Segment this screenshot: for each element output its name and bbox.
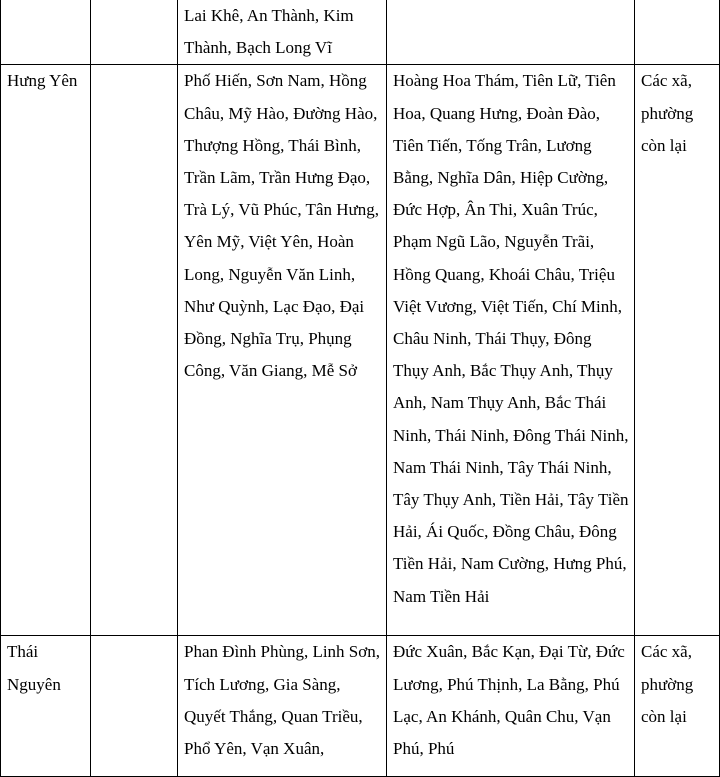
list-cell: Đức Xuân, Bắc Kạn, Đại Từ, Đức Lương, Phú Thịnh, La Bằng, Phú Lạc, An Khánh, Quân Chu, Vạn Phú, Phú — [387, 636, 635, 777]
province-cell: Thái Nguyên — [1, 636, 91, 777]
list-cell: Lai Khê, An Thành, Kim Thành, Bạch Long Vĩ — [178, 0, 387, 65]
list-cell: Hoàng Hoa Thám, Tiên Lữ, Tiên Hoa, Quang Hưng, Đoàn Đào, Tiên Tiến, Tống Trân, Lương Bằng, Nghĩa Dân, Hiệp Cường, Đức Hợp, Ân Thi, Xuân Trúc, Phạm Ngũ Lão, Nguyễn Trãi, Hồng Quang, Khoái Châu, Triệu Việt Vương, Việt Tiến, Chí Minh, Châu Ninh, Thái Thụy, Đông Thụy Anh, Bắc Thụy Anh, Thụy Anh, Nam Thụy Anh, Bắc Thái Ninh, Thái Ninh, Đông Thái Ninh, Nam Thái Ninh, Tây Thái Ninh, Tây Thụy Anh, Tiền Hải, Tây Tiền Hải, Ái Quốc, Đồng Châu, Đông Tiền Hải, Nam Cường, Hưng Phú, Nam Tiền Hải — [387, 65, 635, 636]
list-cell: Phan Đình Phùng, Linh Sơn, Tích Lương, Gia Sàng, Quyết Thắng, Quan Triều, Phổ Yên, Vạn Xuân, — [178, 636, 387, 777]
table-row — [1, 636, 720, 777]
empty-cell — [91, 65, 178, 636]
table-row — [1, 0, 720, 65]
table-row — [1, 65, 720, 636]
province-cell — [1, 0, 91, 65]
empty-cell — [91, 0, 178, 65]
note-cell — [635, 0, 720, 65]
province-cell: Hưng Yên — [1, 65, 91, 636]
empty-cell — [91, 636, 178, 777]
note-cell: Các xã, phường còn lại — [635, 65, 720, 636]
list-cell — [387, 0, 635, 65]
list-cell: Phố Hiến, Sơn Nam, Hồng Châu, Mỹ Hào, Đường Hào, Thượng Hồng, Thái Bình, Trần Lãm, Trần Hưng Đạo, Trà Lý, Vũ Phúc, Tân Hưng, Yên Mỹ, Việt Yên, Hoàn Long, Nguyễn Văn Linh, Như Quỳnh, Lạc Đạo, Đại Đồng, Nghĩa Trụ, Phụng Công, Văn Giang, Mễ Sở — [178, 65, 387, 636]
note-cell: Các xã, phường còn lại — [635, 636, 720, 777]
